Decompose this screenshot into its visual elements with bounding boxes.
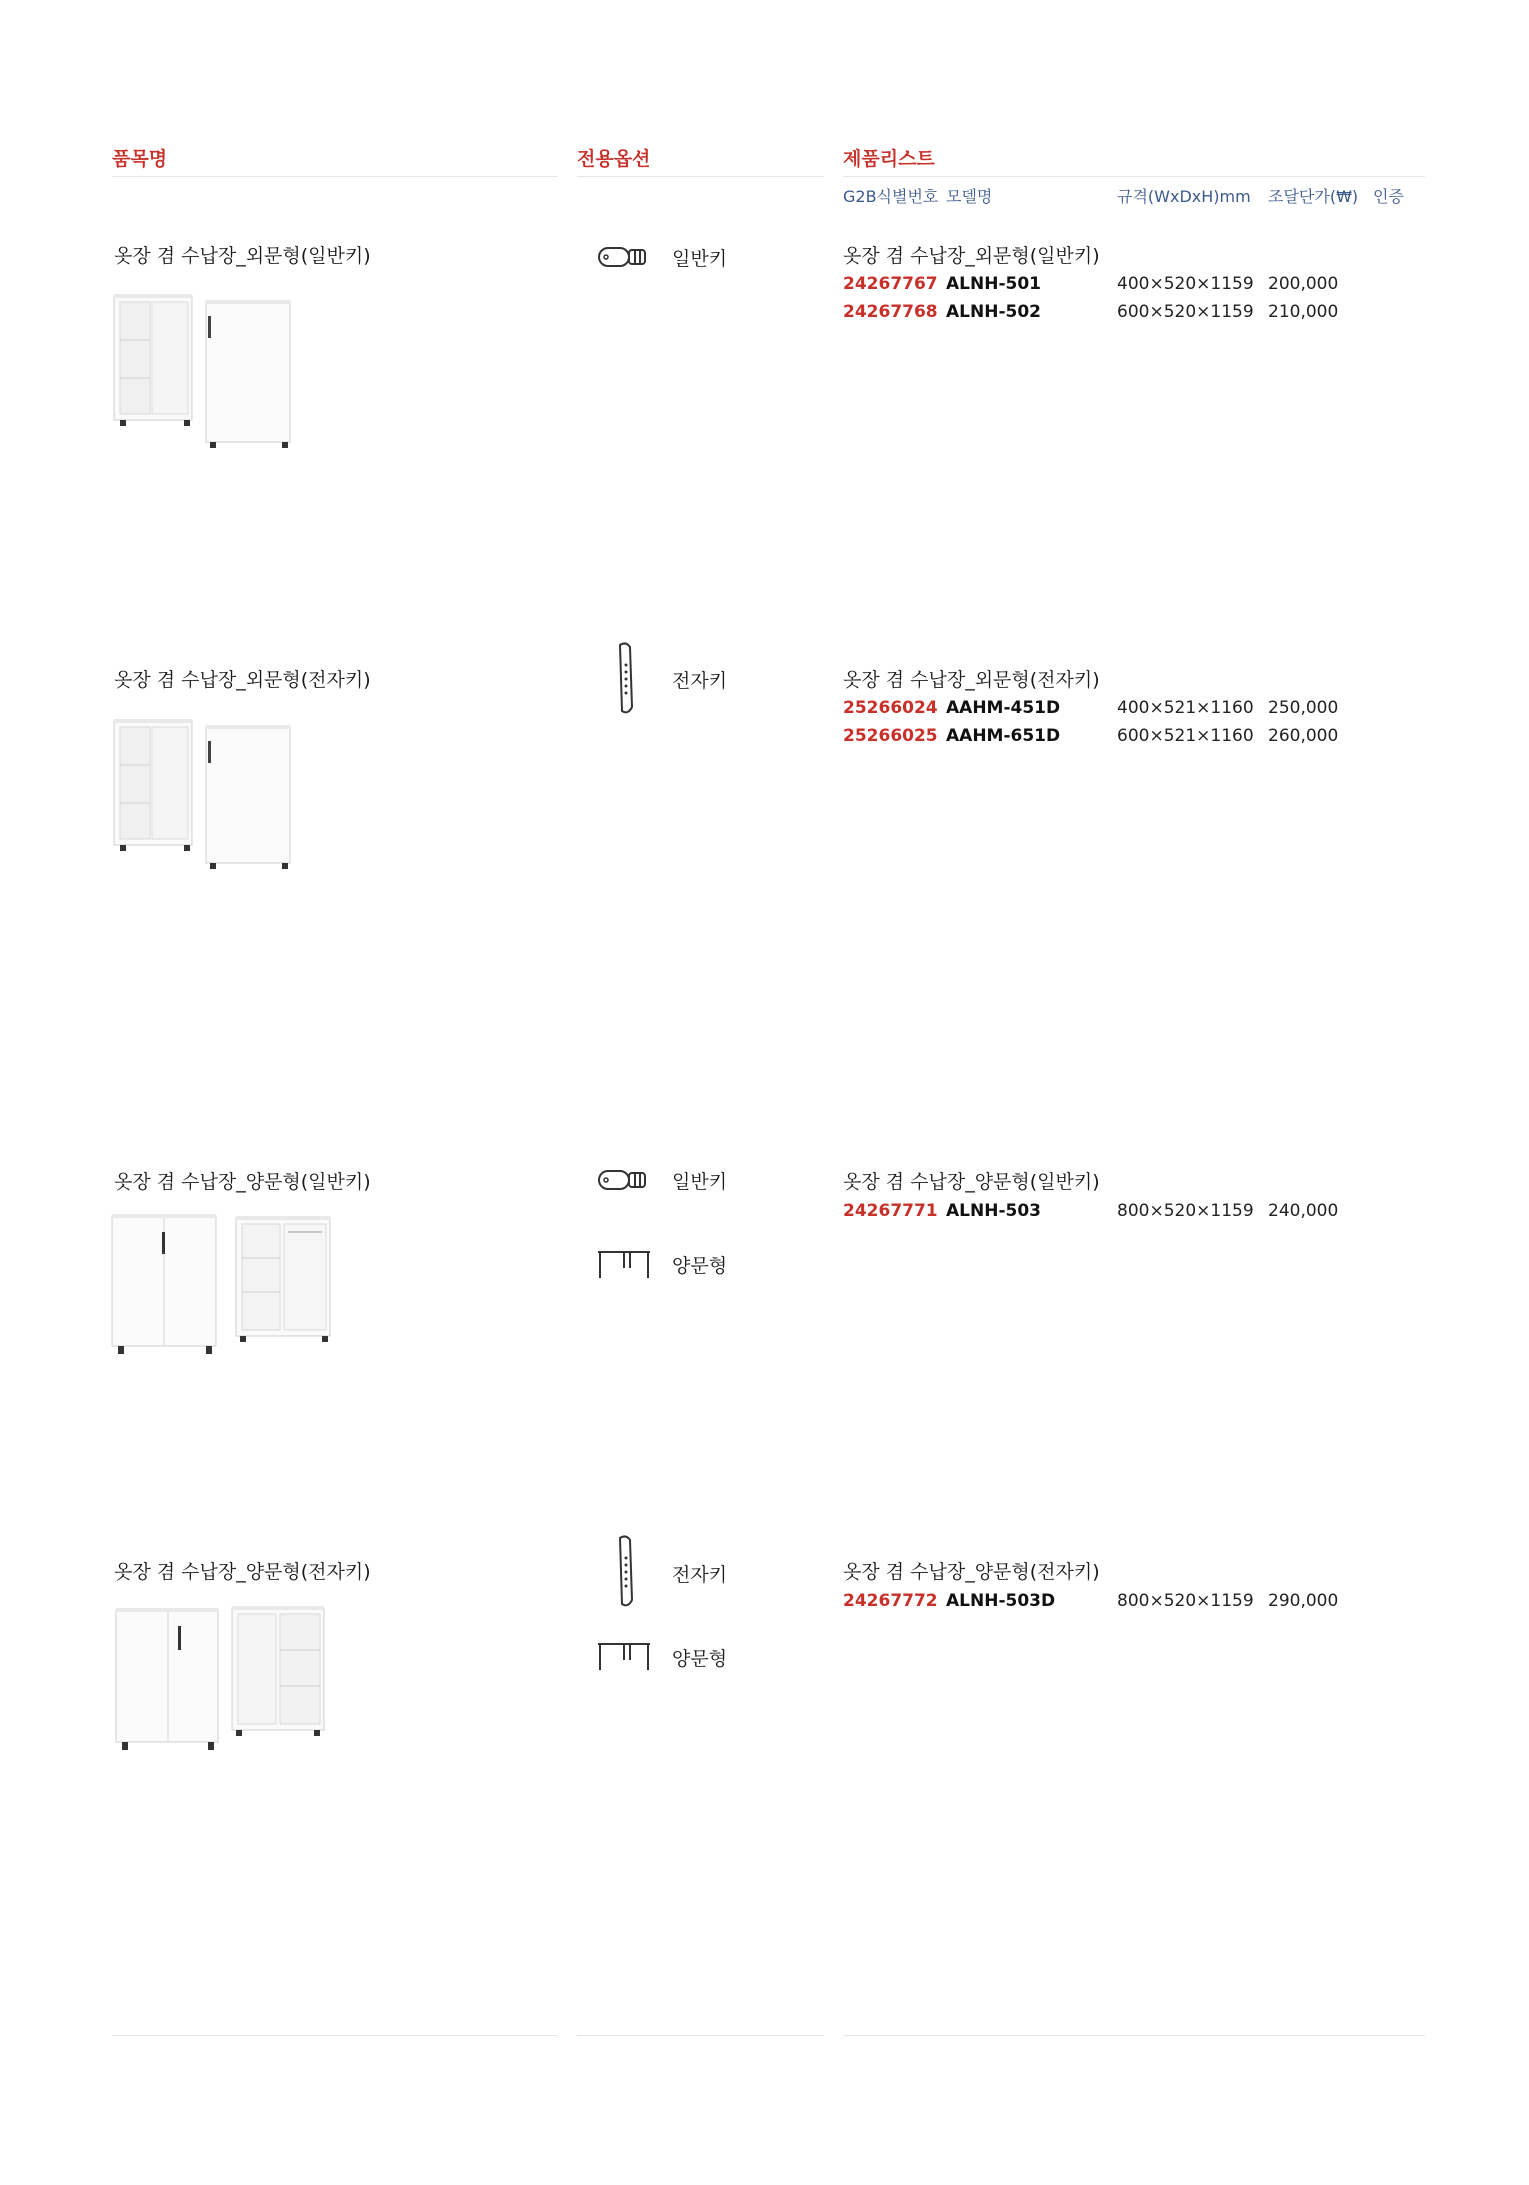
header-divider-item	[112, 176, 558, 177]
g2b-id: 24267771	[843, 1201, 938, 1221]
product-name: 옷장 겸 수납장_양문형(일반키)	[114, 1171, 371, 1193]
header-product-list: 제품리스트	[843, 148, 935, 170]
col-model: 모델명	[946, 187, 993, 206]
g2b-id: 24267768	[843, 302, 938, 322]
group-title: 옷장 겸 수납장_양문형(일반키)	[843, 1171, 1100, 1193]
hanger-rail-icon	[594, 1640, 654, 1674]
hanger-rail-icon	[594, 1248, 654, 1282]
electronic-lock-icon	[614, 641, 638, 717]
option-label: 전자키	[672, 1564, 728, 1586]
product-name: 옷장 겸 수납장_양문형(전자키)	[114, 1561, 371, 1583]
group-title: 옷장 겸 수납장_외문형(일반키)	[843, 245, 1100, 267]
spec-value: 800×520×1159	[1117, 1201, 1254, 1221]
col-g2b: G2B식별번호	[843, 187, 939, 206]
spec-value: 400×521×1160	[1117, 698, 1254, 718]
header-divider-products	[843, 176, 1425, 177]
model-name: ALNH-503D	[946, 1591, 1056, 1611]
cabinet-image	[108, 715, 308, 875]
group-title: 옷장 겸 수납장_양문형(전자키)	[843, 1561, 1100, 1583]
cabinet-image	[96, 1212, 336, 1362]
model-name: ALNH-502	[946, 302, 1041, 322]
price-value: 200,000	[1268, 274, 1339, 294]
group-title: 옷장 겸 수납장_외문형(전자키)	[843, 669, 1100, 691]
g2b-id: 25266025	[843, 726, 938, 746]
header-options: 전용옵션	[577, 148, 651, 170]
model-name: ALNH-503	[946, 1201, 1041, 1221]
key-icon	[597, 244, 649, 270]
header-item-name: 품목명	[112, 148, 168, 170]
cabinet-image	[108, 290, 308, 450]
option-label: 양문형	[672, 1255, 728, 1277]
price-value: 260,000	[1268, 726, 1339, 746]
option-label: 일반키	[672, 1171, 728, 1193]
price-value: 240,000	[1268, 1201, 1339, 1221]
footer-divider	[843, 2035, 1425, 2036]
spec-value: 800×520×1159	[1117, 1591, 1254, 1611]
spec-value: 600×521×1160	[1117, 726, 1254, 746]
price-value: 250,000	[1268, 698, 1339, 718]
g2b-id: 24267767	[843, 274, 938, 294]
col-price: 조달단가(₩)	[1268, 187, 1359, 206]
cabinet-image	[108, 1602, 338, 1762]
footer-divider	[577, 2035, 824, 2036]
option-label: 양문형	[672, 1648, 728, 1670]
product-name: 옷장 겸 수납장_외문형(전자키)	[114, 669, 371, 691]
g2b-id: 24267772	[843, 1591, 938, 1611]
footer-divider	[112, 2035, 558, 2036]
model-name: ALNH-501	[946, 274, 1041, 294]
option-label: 일반키	[672, 248, 728, 270]
spec-value: 600×520×1159	[1117, 302, 1254, 322]
col-spec: 규격(WxDxH)mm	[1117, 187, 1251, 206]
price-value: 210,000	[1268, 302, 1339, 322]
col-cert: 인증	[1373, 187, 1404, 206]
g2b-id: 25266024	[843, 698, 938, 718]
product-name: 옷장 겸 수납장_외문형(일반키)	[114, 245, 371, 267]
electronic-lock-icon	[614, 1534, 638, 1610]
model-name: AAHM-651D	[946, 726, 1061, 746]
option-label: 전자키	[672, 670, 728, 692]
header-divider-options	[577, 176, 824, 177]
spec-value: 400×520×1159	[1117, 274, 1254, 294]
price-value: 290,000	[1268, 1591, 1339, 1611]
key-icon	[597, 1167, 649, 1193]
model-name: AAHM-451D	[946, 698, 1061, 718]
